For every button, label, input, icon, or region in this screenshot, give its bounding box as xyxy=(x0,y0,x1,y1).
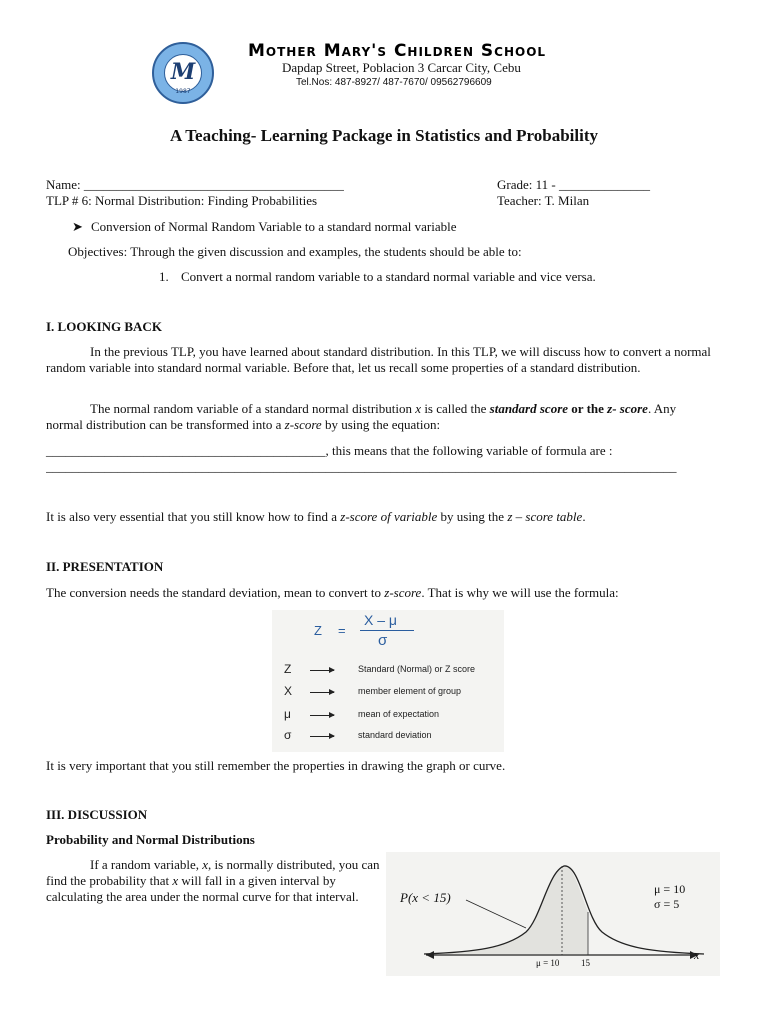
seal-year: 1987 xyxy=(175,88,191,95)
seal-letter: M xyxy=(170,59,196,85)
section-looking-back: I. LOOKING BACK xyxy=(46,319,162,334)
arrow-right-icon xyxy=(310,692,334,693)
presentation-paragraph-1: The conversion needs the standard deviation, mean to convert to z-score. That is why we will use the formula: xyxy=(46,585,619,600)
topic-bullet: Conversion of Normal Random Variable to a standard normal variable xyxy=(91,219,457,234)
legend-text: mean of expectation xyxy=(358,709,440,719)
grade-field: Grade: 11 - ______________ xyxy=(497,177,650,192)
arrow-right-icon xyxy=(310,736,334,737)
legend-symbol: Z xyxy=(284,662,292,676)
presentation-paragraph-2: It is very important that you still remember the properties in drawing the graph or curve. xyxy=(46,758,506,773)
discussion-paragraph: If a random variable, x, is normally distributed, you can find the probability that x will fall in a given interval by calculating the area under the normal curve for that interval. xyxy=(46,857,380,904)
objective-number: 1. xyxy=(159,269,169,284)
normal-curve-figure xyxy=(386,852,720,976)
fraction-bar xyxy=(360,630,414,631)
section-presentation: II. PRESENTATION xyxy=(46,559,164,574)
legend-text: standard deviation xyxy=(358,730,432,740)
formula-denominator: σ xyxy=(378,632,388,649)
answer-blank-line: _________________________________________________________________________________________________ xyxy=(46,459,677,474)
legend-text: member element of group xyxy=(358,686,462,696)
objectives-text: Objectives: Through the given discussion and examples, the students should be able to: xyxy=(68,244,522,259)
school-name: Mother Mary's Children School xyxy=(248,41,547,61)
axis-variable: x xyxy=(694,948,700,962)
school-seal xyxy=(152,42,214,104)
objective-item: Convert a normal random variable to a standard normal variable and vice versa. xyxy=(181,269,596,284)
arrow-right-icon xyxy=(310,670,334,671)
name-field: Name: ________________________________________ xyxy=(46,177,344,192)
bullet-arrow-icon: ➤ xyxy=(72,219,83,234)
discussion-subheading: Probability and Normal Distributions xyxy=(46,832,255,847)
school-address: Dapdap Street, Poblacion 3 Carcar City, Cebu xyxy=(282,60,521,75)
teacher-field: Teacher: T. Milan xyxy=(497,193,590,208)
shaded-area xyxy=(424,866,588,954)
formula-numerator: X – μ xyxy=(364,612,397,628)
formula-equals: = xyxy=(338,623,346,638)
mu-value: μ = 10 xyxy=(654,882,686,896)
tick-label-mu: μ = 10 xyxy=(536,958,560,968)
legend-symbol: X xyxy=(284,684,293,698)
label-pointer xyxy=(466,900,526,928)
looking-back-paragraph-1: In the previous TLP, you have learned about standard distribution. In this TLP, we will discuss how to convert a normal random variable into standard normal variable. Before that, let us recall some properties of a standard distribution. xyxy=(46,344,711,375)
school-telephone: Tel.Nos: 487-8927/ 487-7670/ 09562796609 xyxy=(296,77,492,88)
axis-left-arrowhead xyxy=(426,951,434,959)
section-discussion: III. DISCUSSION xyxy=(46,807,148,822)
sigma-value: σ = 5 xyxy=(654,897,680,911)
legend-text: Standard (Normal) or Z score xyxy=(358,664,476,674)
document-title: A Teaching- Learning Package in Statistics and Probability xyxy=(169,126,599,145)
tlp-title: TLP # 6: Normal Distribution: Finding Probabilities xyxy=(46,193,318,208)
legend-symbol: μ xyxy=(284,707,291,721)
looking-back-paragraph-2: The normal random variable of a standard normal distribution x is called the standard score or the z- score. Any normal distribution can be transformed into a z-score by using the equation: xyxy=(46,401,677,432)
seal-center xyxy=(164,54,202,92)
tick-label-15: 15 xyxy=(581,958,590,968)
formula-lhs: Z xyxy=(314,623,322,638)
z-score-formula-box xyxy=(272,610,504,752)
arrow-right-icon xyxy=(310,715,334,716)
probability-label: P(x < 15) xyxy=(400,890,451,905)
looking-back-paragraph-3: It is also very essential that you still know how to find a z-score of variable by using the z – score table. xyxy=(46,509,586,524)
equation-blank-line: ___________________________________________, this means that the following variable of formula are : xyxy=(46,443,613,458)
legend-symbol: σ xyxy=(284,728,292,742)
